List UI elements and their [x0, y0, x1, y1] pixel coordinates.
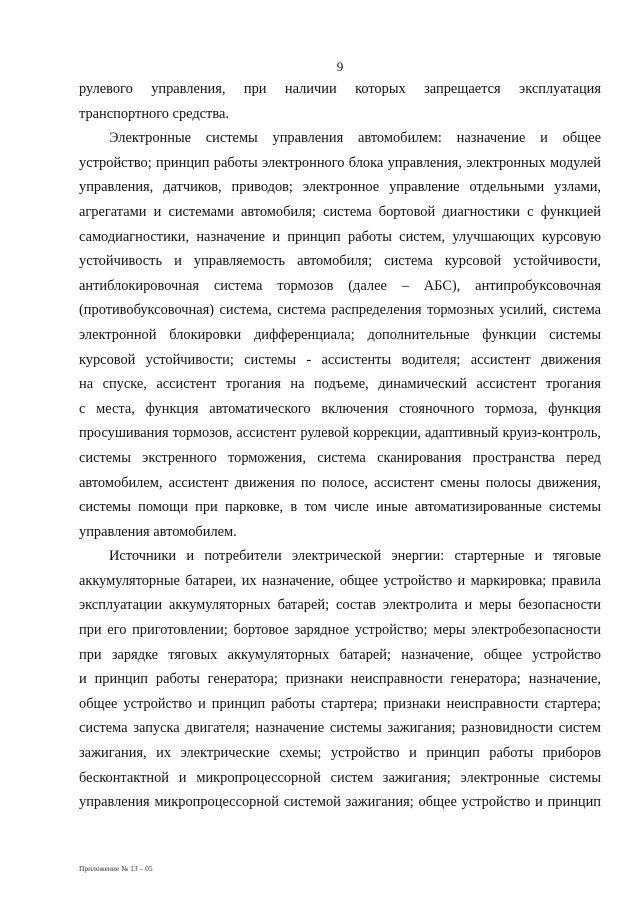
text-line: Электронные системы управления автомобилем: назначение и общее [109, 130, 601, 147]
text-line: системы экстренного торможения, система сканирования пространства перед [79, 449, 601, 466]
text-line: просушивания тормозов, ассистент рулевой коррекции, адаптивный круиз-контроль, [79, 425, 601, 442]
text-line: агрегатами и системами автомобиля; система бортовой диагностики с функцией [79, 203, 601, 220]
text-line: Источники и потребители электрической энергии: стартерные и тяговые [109, 548, 601, 565]
text-line: курсовой устойчивости; системы - ассистенты водителя; ассистент движения [79, 351, 601, 368]
text-line: общее устройство и принцип работы стартера; признаки неисправности стартера; [79, 695, 601, 712]
text-line: управления автомобилем. [79, 523, 237, 540]
footer-appendix-label: Приложение № 13 – 05 [79, 864, 153, 873]
text-line: и принцип работы генератора; признаки неисправности генератора; назначение, [79, 671, 601, 688]
page-number: 9 [336, 59, 344, 74]
text-line: устойчивость и управляемость автомобиля; система курсовой устойчивости, [79, 253, 601, 270]
text-line: эксплуатации аккумуляторных батарей; состав электролита и меры безопасности [79, 597, 601, 614]
text-line: транспортного средства. [79, 105, 229, 122]
text-line: (противобуксовочная) система, система распределения тормозных усилий, система [79, 302, 601, 319]
text-line: управления микропроцессорной системой зажигания; общее устройство и принцип [79, 794, 601, 811]
text-line: аккумуляторные батареи, их назначение, общее устройство и маркировка; правила [79, 572, 601, 589]
text-line: рулевого управления, при наличии которых запрещается эксплуатация [79, 81, 601, 97]
text-line: система запуска двигателя; назначение системы зажигания; разновидности систем [79, 720, 601, 737]
text-line: автомобилем, ассистент движения по полосе, ассистент смены полосы движения, [79, 474, 601, 491]
text-line: управления, датчиков, приводов; электронное управление отдельными узлами, [79, 179, 601, 196]
text-line: антиблокировочная система тормозов (далее – АБС), антипробуксовочная [79, 277, 601, 294]
text-line: системы помощи при парковке, в том числе иные автоматизированные системы [79, 499, 601, 516]
body-text [79, 77, 601, 815]
text-line: на спуске, ассистент трогания на подъеме, динамический ассистент трогания [79, 376, 601, 393]
text-line: самодиагностики, назначение и принцип работы систем, улучшающих курсовую [79, 228, 601, 245]
text-line: с места, функция автоматического включения стояночного тормоза, функция [79, 400, 601, 417]
text-line: бесконтактной и микропроцессорной систем зажигания; электронные системы [79, 769, 601, 786]
text-line: при зарядке тяговых аккумуляторных батарей; назначение, общее устройство [79, 646, 601, 663]
text-line: устройство; принцип работы электронного блока управления, электронных модулей [79, 154, 601, 171]
text-line: зажигания, их электрические схемы; устройство и принцип работы приборов [79, 745, 601, 762]
text-line: при его приготовлении; бортовое зарядное устройство; меры электробезопасности [79, 622, 601, 639]
text-line: электронной блокировки дифференциала; дополнительные функции системы [79, 326, 601, 343]
